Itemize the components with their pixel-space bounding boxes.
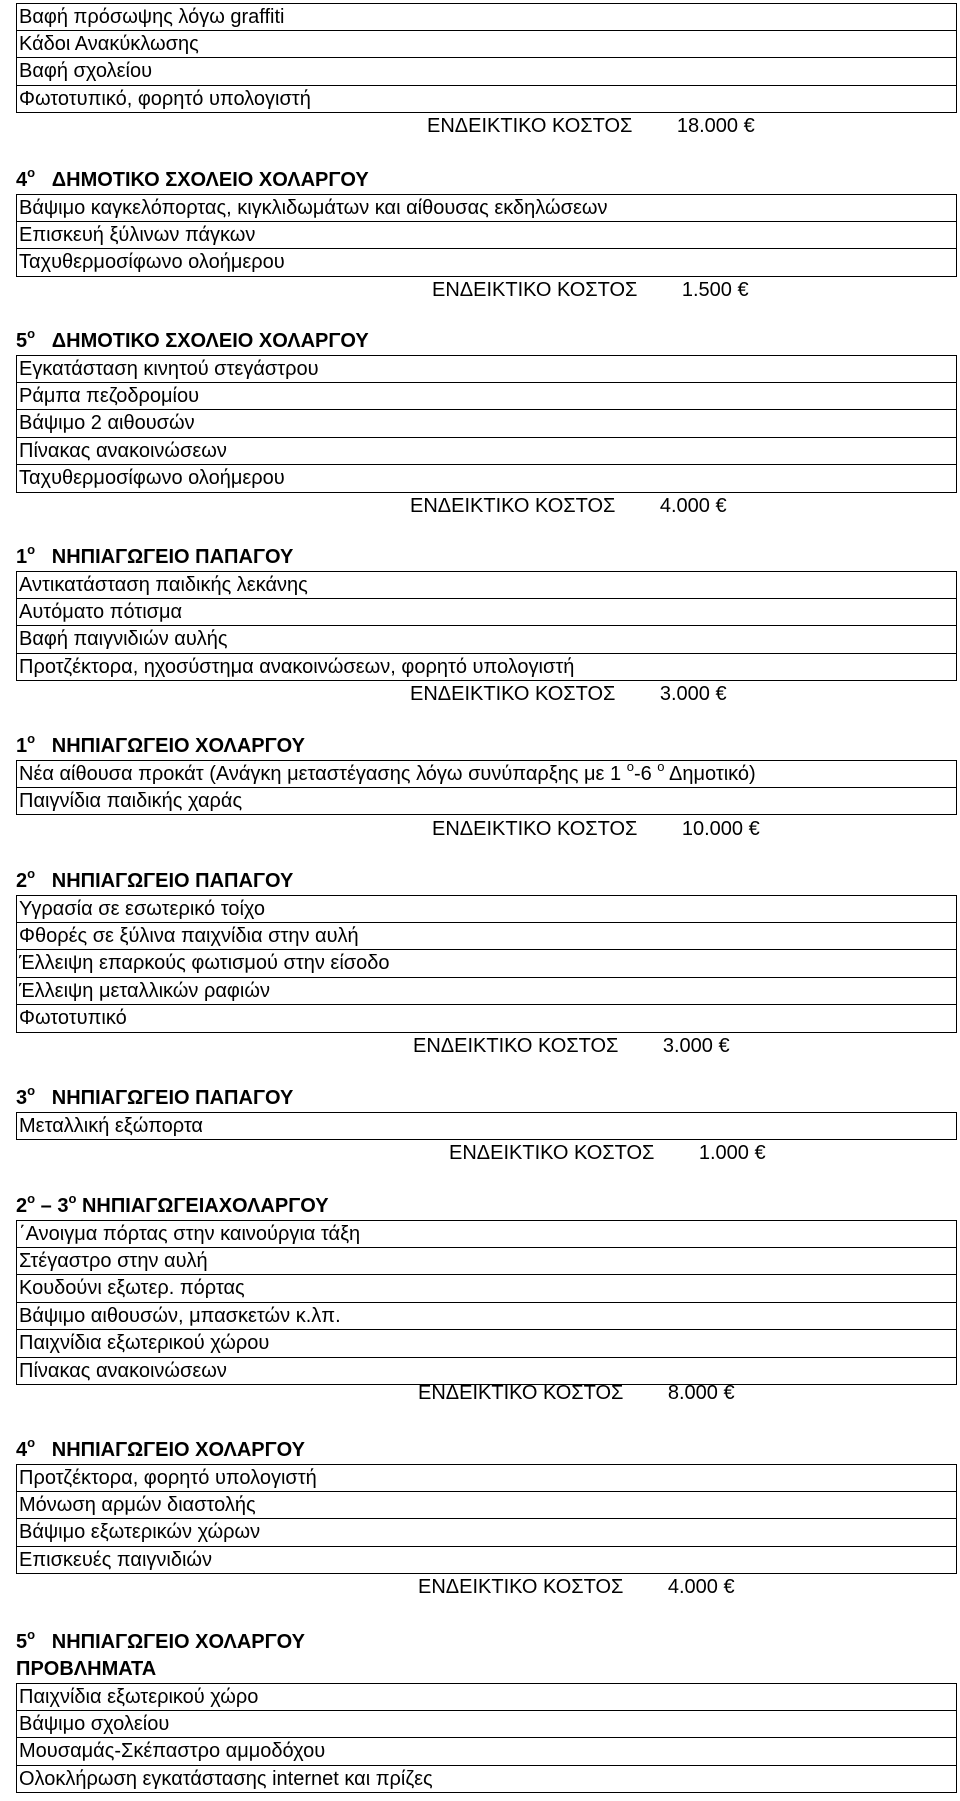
list-item: Βάψιμο αιθουσών, μπασκετών κ.λπ. <box>16 1303 957 1331</box>
school-number: 1 <box>16 546 28 568</box>
indicative-cost <box>418 1574 735 1600</box>
cost-label: ΕΝΔΕΙΚΤΙΚΟ ΚΟΣΤΟΣ <box>410 683 616 705</box>
cost-label: ΕΝΔΕΙΚΤΙΚΟ ΚΟΣΤΟΣ <box>410 495 616 517</box>
school-name: ΝΗΠΙΑΓΩΓΕΙΑΧΟΛΑΡΓΟΥ <box>81 1195 329 1217</box>
euro-icon: € <box>748 818 760 840</box>
school-name: ΝΗΠΙΑΓΩΓΕΙΟ ΠΑΠΑΓΟΥ <box>51 1087 294 1109</box>
euro-icon: € <box>723 1576 735 1598</box>
cost-amount: 3.000 <box>659 683 710 705</box>
list-item: Προτζέκτορα, φορητό υπολογιστή <box>16 1464 957 1492</box>
euro-icon: € <box>718 1035 730 1057</box>
cost-label: ΕΝΔΕΙΚΤΙΚΟ ΚΟΣΤΟΣ <box>449 1142 655 1164</box>
list-item: Παιγνίδια παιδικής χαράς <box>16 788 957 816</box>
school-name: ΝΗΠΙΑΓΩΓΕΙΟ ΧΟΛΑΡΓΟΥ <box>51 735 306 757</box>
cost-amount: 3.000 <box>662 1035 713 1057</box>
list-item: Παιχνίδια εξωτερικού χώρου <box>16 1330 957 1358</box>
section-heading <box>16 1437 305 1463</box>
school-number-range: – 3 <box>40 1195 69 1217</box>
list-item: Βάψιμο 2 αιθουσών <box>16 410 957 438</box>
list-item: Πίνακας ανακοινώσεων <box>16 438 957 466</box>
section-heading <box>16 1193 329 1219</box>
school-name: ΝΗΠΙΑΓΩΓΕΙΟ ΠΑΠΑΓΟΥ <box>51 870 294 892</box>
school-number: 2 <box>16 870 28 892</box>
section-heading <box>16 328 369 354</box>
euro-icon: € <box>715 683 727 705</box>
school-number: 5 <box>16 1631 28 1653</box>
school-number: 4 <box>16 169 28 191</box>
list-item: Κάδοι Ανακύκλωσης <box>16 31 957 59</box>
cost-amount: 8.000 <box>667 1382 718 1404</box>
school-number: 3 <box>16 1087 28 1109</box>
indicative-cost <box>413 1033 730 1059</box>
list-item: Βαφή πρόσωψης λόγω graffiti <box>16 3 957 31</box>
indicative-cost <box>427 113 755 139</box>
cost-label: ΕΝΔΕΙΚΤΙΚΟ ΚΟΣΤΟΣ <box>418 1576 624 1598</box>
ordinal-sup: ο <box>27 1435 36 1450</box>
list-item: Βάψιμο σχολείου <box>16 1711 957 1739</box>
list-item: Αντικατάσταση παιδικής λεκάνης <box>16 571 957 599</box>
list-item: Κουδούνι εξωτερ. πόρτας <box>16 1275 957 1303</box>
euro-icon: € <box>754 1142 766 1164</box>
ordinal-sup: ο <box>27 1083 36 1098</box>
ordinal-sup: ο <box>27 542 36 557</box>
cost-label: ΕΝΔΕΙΚΤΙΚΟ ΚΟΣΤΟΣ <box>418 1382 624 1404</box>
cost-amount: 1.500 <box>681 279 732 301</box>
section-heading <box>16 1085 293 1111</box>
ordinal-sup: ο <box>27 326 36 341</box>
ordinal-sup: ο <box>27 731 36 746</box>
section-heading <box>16 868 293 894</box>
list-item: Προτζέκτορα, ηχοσύστημα ανακοινώσεων, φορητό υπολογιστή <box>16 654 957 682</box>
school-number: 5 <box>16 330 28 352</box>
list-item: Ράμπα πεζοδρομίου <box>16 383 957 411</box>
list-item: Ταχυθερμοσίφωνο ολοήμερου <box>16 465 957 493</box>
ordinal-sup: ο <box>27 165 36 180</box>
section-heading <box>16 1629 305 1655</box>
list-item: Μόνωση αρμών διαστολής <box>16 1492 957 1520</box>
school-number: 2 <box>16 1195 28 1217</box>
school-number: 1 <box>16 735 28 757</box>
ordinal-sup: ο <box>27 866 36 881</box>
indicative-cost <box>410 493 727 519</box>
list-item: Εγκατάσταση κινητού στεγάστρου <box>16 355 957 383</box>
list-item: Επισκευή ξύλινων πάγκων <box>16 222 957 250</box>
school-name: ΔΗΜΟΤΙΚΟ ΣΧΟΛΕΙΟ ΧΟΛΑΡΓΟΥ <box>51 330 369 352</box>
cost-label: ΕΝΔΕΙΚΤΙΚΟ ΚΟΣΤΟΣ <box>413 1035 619 1057</box>
school-number: 4 <box>16 1439 28 1461</box>
list-item: Φωτοτυπικό, φορητό υπολογιστή <box>16 86 957 114</box>
list-item: Μεταλλική εξώπορτα <box>16 1112 957 1140</box>
list-item: Παιχνίδια εξωτερικού χώρο <box>16 1683 957 1711</box>
section-heading <box>16 544 293 570</box>
euro-icon: € <box>743 115 755 137</box>
cost-amount: 4.000 <box>659 495 710 517</box>
section-subheading: ΠΡΟΒΛΗΜΑΤΑ <box>16 1658 157 1680</box>
list-item: Υγρασία σε εσωτερικό τοίχο <box>16 895 957 923</box>
list-item: Έλλειψη μεταλλικών ραφιών <box>16 978 957 1006</box>
euro-icon: € <box>715 495 727 517</box>
cost-label: ΕΝΔΕΙΚΤΙΚΟ ΚΟΣΤΟΣ <box>427 115 633 137</box>
indicative-cost <box>418 1380 735 1406</box>
cost-amount: 4.000 <box>667 1576 718 1598</box>
cost-label: ΕΝΔΕΙΚΤΙΚΟ ΚΟΣΤΟΣ <box>432 279 638 301</box>
cost-amount: 1.000 <box>698 1142 749 1164</box>
list-item: Ταχυθερμοσίφωνο ολοήμερου <box>16 249 957 277</box>
ordinal-sup: ο <box>27 1627 36 1642</box>
ordinal-sup: ο <box>68 1191 77 1206</box>
indicative-cost <box>432 277 749 303</box>
list-item: Βάψιμο εξωτερικών χώρων <box>16 1519 957 1547</box>
list-item: ΄Ανοιγμα πόρτας στην καινούργια τάξη <box>16 1220 957 1248</box>
list-item: Ολοκλήρωση εγκατάστασης internet και πρίζες <box>16 1766 957 1794</box>
euro-icon: € <box>737 279 749 301</box>
ordinal-sup: ο <box>27 1191 36 1206</box>
list-item: Αυτόματο πότισμα <box>16 599 957 627</box>
list-item: Μουσαμάς-Σκέπαστρο αμμοδόχου <box>16 1738 957 1766</box>
indicative-cost <box>410 681 727 707</box>
list-item: Πίνακας ανακοινώσεων <box>16 1358 957 1386</box>
list-item: Στέγαστρο στην αυλή <box>16 1248 957 1276</box>
section-heading <box>16 167 369 193</box>
indicative-cost <box>449 1140 766 1166</box>
euro-icon: € <box>723 1382 735 1404</box>
school-name: ΝΗΠΙΑΓΩΓΕΙΟ ΧΟΛΑΡΓΟΥ <box>51 1631 306 1653</box>
list-item: Φωτοτυπικό <box>16 1005 957 1033</box>
list-item: Φθορές σε ξύλινα παιχνίδια στην αυλή <box>16 923 957 951</box>
list-item: Βάψιμο καγκελόπορτας, κιγκλιδωμάτων και αίθουσας εκδηλώσεων <box>16 194 957 222</box>
cost-amount: 18.000 <box>676 115 739 137</box>
cost-amount: 10.000 <box>681 818 744 840</box>
list-item: Έλλειψη επαρκούς φωτισμού στην είσοδο <box>16 950 957 978</box>
indicative-cost <box>432 816 760 842</box>
cost-label: ΕΝΔΕΙΚΤΙΚΟ ΚΟΣΤΟΣ <box>432 818 638 840</box>
school-name: ΔΗΜΟΤΙΚΟ ΣΧΟΛΕΙΟ ΧΟΛΑΡΓΟΥ <box>51 169 369 191</box>
list-item: Βαφή παιγνιδιών αυλής <box>16 626 957 654</box>
section-heading <box>16 733 305 759</box>
school-name: ΝΗΠΙΑΓΩΓΕΙΟ ΠΑΠΑΓΟΥ <box>51 546 294 568</box>
list-item: Βαφή σχολείου <box>16 58 957 86</box>
list-item: Επισκευές παιγνιδιών <box>16 1547 957 1575</box>
list-item: Νέα αίθουσα προκάτ (Ανάγκη μεταστέγασης λόγω συνύπαρξης με 1 $^o$-6 $^o$ Δημοτικό) <box>16 760 957 788</box>
school-name: ΝΗΠΙΑΓΩΓΕΙΟ ΧΟΛΑΡΓΟΥ <box>51 1439 306 1461</box>
